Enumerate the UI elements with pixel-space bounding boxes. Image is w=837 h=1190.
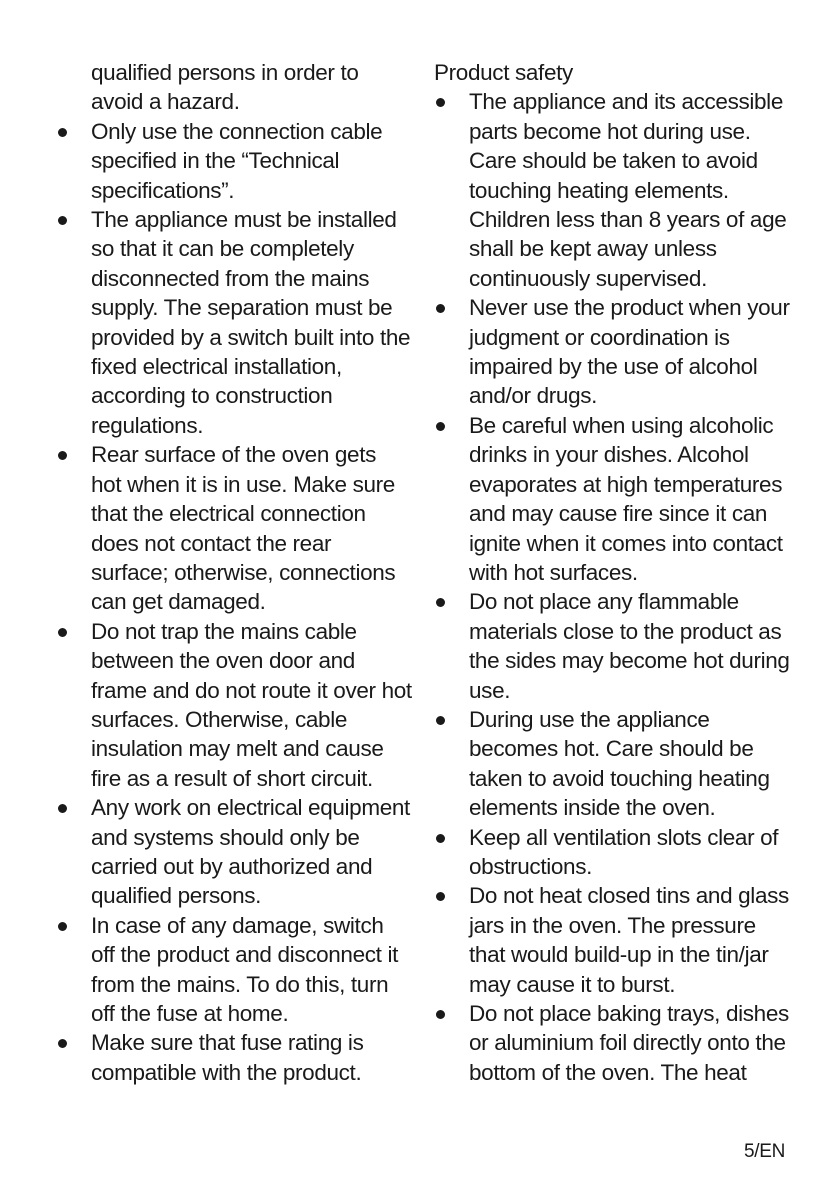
list-item (434, 587, 790, 705)
bullet-icon (436, 892, 445, 901)
bullet-icon (436, 598, 445, 607)
list-item-text: Keep all ventilation slots clear of obstructions. (469, 824, 779, 879)
bullet-icon (58, 451, 67, 460)
list-item-text: Do not trap the mains cable between the oven door and frame and do not route it over hot surfaces. Otherwise, cable insulation may melt and cause fire as a result of short circuit. (91, 618, 412, 791)
section-heading: Product safety (434, 60, 573, 85)
list-item-text: Rear surface of the oven gets hot when it is in use. Make sure that the electrical connection does not contact the rear surface; otherwise, connections can get damaged. (91, 442, 396, 615)
list-item (56, 117, 412, 205)
bullet-icon (58, 922, 67, 931)
list-item (56, 793, 412, 911)
list-item (434, 705, 790, 823)
list-item (56, 1028, 412, 1087)
list-item (434, 881, 790, 999)
list-item-text: Make sure that fuse rating is compatible with the product. (91, 1030, 364, 1085)
bullet-icon (58, 216, 67, 225)
left-bullet-list (56, 117, 412, 1087)
list-item-text: Do not place any flammable materials close to the product as the sides may become hot during use. (469, 589, 790, 703)
list-item-text: The appliance must be installed so that it can be completely disconnected from the mains supply. The separation must be provided by a switch built into the fixed electrical installation, according to construction regulations. (91, 207, 411, 438)
list-item-text: In case of any damage, switch off the product and disconnect it from the mains. To do this, turn off the fuse at home. (91, 912, 398, 1026)
list-item-text: Only use the connection cable specified in the “Technical specifications”. (91, 118, 383, 203)
list-item (56, 911, 412, 1029)
list-item-text: Do not place baking trays, dishes or aluminium foil directly onto the bottom of the oven. The heat (469, 1001, 789, 1085)
list-item (434, 999, 790, 1087)
bullet-icon (436, 304, 445, 313)
list-item-text: Be careful when using alcoholic drinks in your dishes. Alcohol evaporates at high temperatures and may cause fire since it can ignite when it comes into contact with hot surfaces. (469, 412, 783, 585)
bullet-icon (436, 98, 445, 107)
bullet-icon (58, 1039, 67, 1048)
list-item-text: Do not heat closed tins and glass jars in the oven. The pressure that would build-up in the tin/jar may cause it to burst. (469, 883, 789, 997)
list-item (434, 293, 790, 411)
list-item-text: Any work on electrical equipment and systems should only be carried out by authorized and qualified persons. (91, 795, 410, 909)
list-item (434, 87, 790, 293)
bullet-icon (436, 716, 445, 725)
list-item-text: Never use the product when your judgment or coordination is impaired by the use of alcohol and/or drugs. (469, 295, 790, 409)
continued-paragraph: qualified persons in order to avoid a hazard. (91, 60, 359, 115)
page-number: 5/EN (743, 1141, 785, 1162)
list-item (434, 823, 790, 882)
list-item (56, 205, 412, 440)
bullet-icon (58, 804, 67, 813)
bullet-icon (58, 128, 67, 137)
bullet-icon (58, 628, 67, 637)
list-item (434, 411, 790, 587)
bullet-icon (436, 834, 445, 843)
list-item (56, 617, 412, 793)
right-bullet-list (434, 87, 790, 1087)
bullet-icon (436, 422, 445, 431)
list-item-text: The appliance and its accessible parts become hot during use. Care should be taken to avoid touching heating elements. Children less than 8 years of age shall be kept away unless continuously supervised. (469, 89, 787, 291)
right-column (434, 58, 790, 1087)
list-item-text: During use the appliance becomes hot. Care should be taken to avoid touching heating elements inside the oven. (469, 706, 770, 821)
list-item (56, 440, 412, 616)
left-column (56, 58, 412, 1087)
bullet-icon (436, 1010, 445, 1019)
